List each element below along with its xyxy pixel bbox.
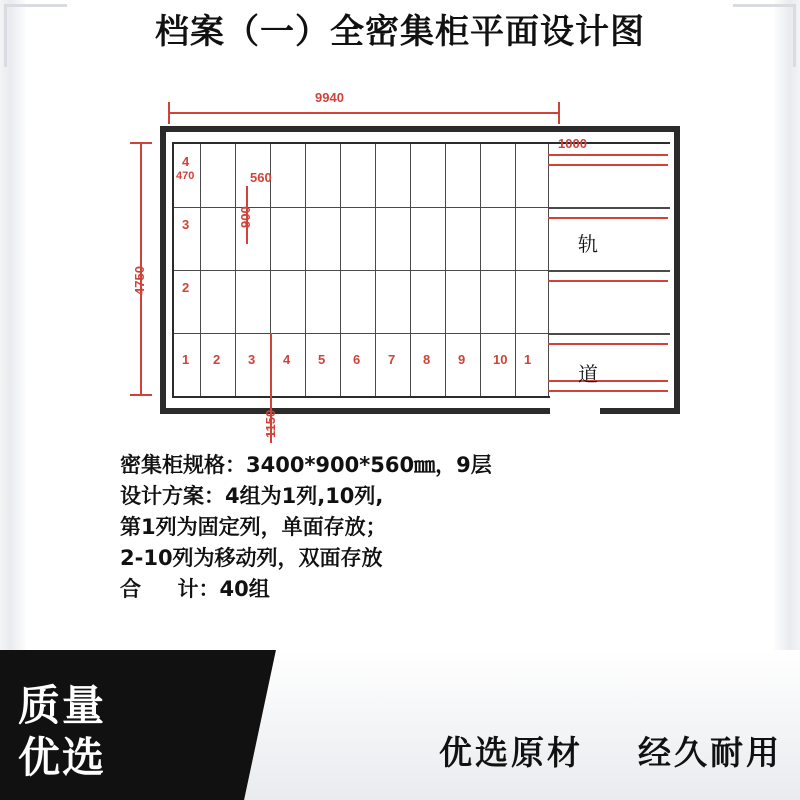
- dimension-bottom: 1150: [263, 409, 278, 438]
- dimension-rail-width: 1000: [558, 136, 587, 151]
- column-number: 10: [493, 352, 508, 367]
- column-number: 6: [353, 352, 361, 367]
- banner-left-line-1: 质量: [18, 681, 107, 730]
- row-number: 3: [182, 217, 190, 232]
- dimension-top-width: 9940: [315, 90, 344, 105]
- banner-right-line-1: 优选原材: [439, 733, 583, 772]
- top-dimension-tick-left: [168, 102, 170, 124]
- rail-divider: [548, 207, 670, 209]
- banner-right-line-2: 经久耐用: [638, 733, 782, 772]
- rail-line: [548, 390, 668, 392]
- bottom-banner: [0, 650, 800, 800]
- row-number: 4: [182, 154, 190, 169]
- wall-bottom-right: [600, 408, 680, 414]
- rail-line: [548, 343, 668, 345]
- dimension-fixed-column: 470: [176, 170, 195, 182]
- wall-left: [160, 126, 166, 414]
- rail-line: [548, 380, 668, 382]
- rail-line: [548, 217, 668, 219]
- wall-bottom-left: [160, 408, 550, 414]
- spec-line-2: 设计方案：4组为1列,10列,: [120, 484, 384, 508]
- top-dimension-tick-right: [558, 102, 560, 124]
- dimension-module-depth: 560: [250, 170, 272, 185]
- column-number: 4: [283, 352, 291, 367]
- left-dimension-tick-top: [130, 142, 152, 144]
- page-title: 档案（一）全密集柜平面设计图: [155, 12, 645, 52]
- banner-left-text: [18, 680, 106, 784]
- banner-left-line-2: 优选: [18, 733, 107, 782]
- column-number: 7: [388, 352, 396, 367]
- dimension-module-width: 900: [238, 206, 253, 228]
- inner-wall-top: [172, 142, 670, 144]
- rail-line: [548, 154, 668, 156]
- row-number: 1: [182, 352, 190, 367]
- left-dimension-tick-bottom: [130, 394, 152, 396]
- wall-top: [160, 126, 680, 132]
- spec-line-4: 2-10列为移动列，双面存放: [120, 546, 383, 570]
- rail-line: [548, 164, 668, 166]
- column-number: 5: [318, 352, 326, 367]
- top-dimension-line: [168, 112, 560, 114]
- grid-row-line: [174, 333, 548, 334]
- grid-row-line: [174, 270, 548, 271]
- grid-row-line: [174, 207, 548, 208]
- spec-line-1: 密集柜规格：3400*900*560㎜，9层: [120, 453, 492, 477]
- banner-right-text: [439, 727, 782, 774]
- column-number: 8: [423, 352, 431, 367]
- inner-wall-bottom: [172, 396, 550, 398]
- column-number: 9: [458, 352, 466, 367]
- rail-divider: [548, 333, 670, 335]
- spec-text-block: [120, 450, 680, 605]
- rail-divider: [548, 270, 670, 272]
- spec-line-3: 第1列为固定列，单面存放；: [120, 515, 387, 539]
- column-number: 3: [248, 352, 256, 367]
- floor-plan-drawing: [110, 80, 710, 440]
- rail-label-dao: 道: [578, 362, 598, 386]
- row-number: 2: [182, 280, 190, 295]
- column-number: 1: [524, 352, 532, 367]
- column-number: 2: [213, 352, 221, 367]
- rail-label-gui: 轨: [578, 232, 598, 256]
- rail-line: [548, 280, 668, 282]
- wall-right: [674, 126, 680, 414]
- spec-line-5: 合 计：40组: [120, 577, 270, 601]
- dimension-left-height: 4750: [132, 266, 147, 295]
